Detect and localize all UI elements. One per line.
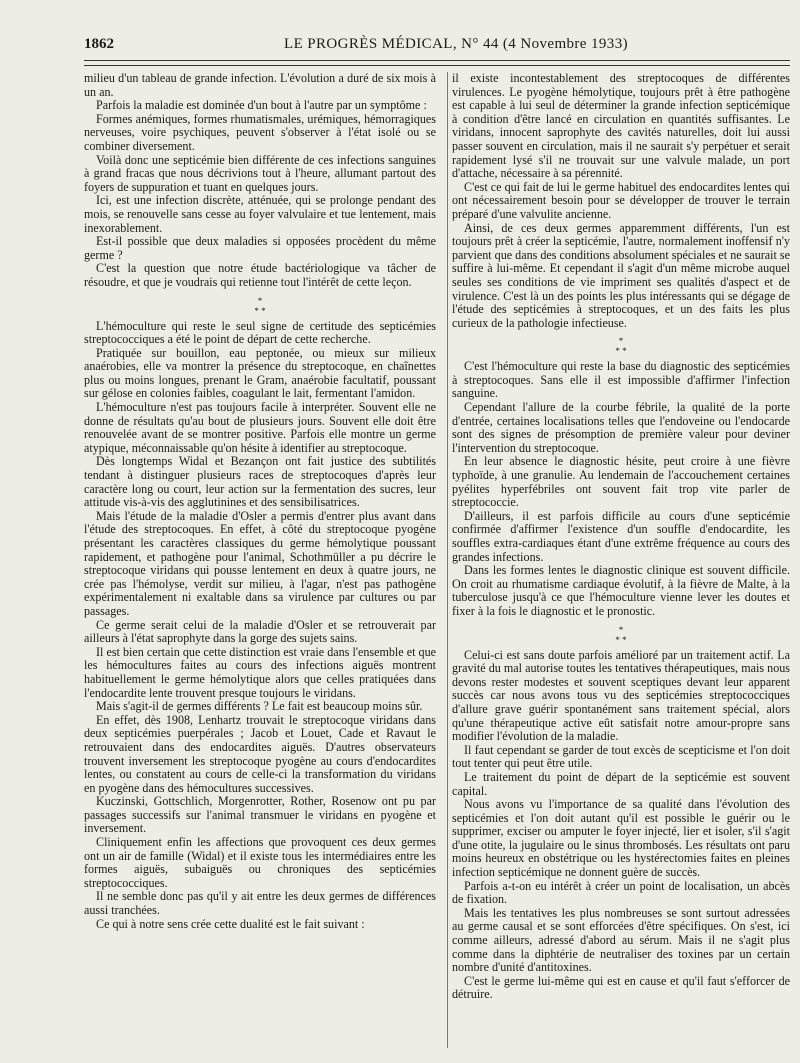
paragraph: Cependant l'allure de la courbe fébrile, la qualité de la porte d'entrée, certaines localisations telles que l'endoveine ou l'endocarde sont des signes de présomption de première valeur pour deviner l'intervention du streptocoque. bbox=[452, 400, 790, 455]
paragraph: D'ailleurs, il est parfois difficile au cours d'une septicémie confirmée d'affirmer l'existence d'un souffle d'endocardite, les souffles extra-cardiaques étant d'une extrême fréquence au cours des grandes infections. bbox=[452, 508, 790, 564]
paragraph: Ce qui à notre sens crée cette dualité est le fait suivant : bbox=[96, 916, 365, 931]
paragraph: Nous avons vu l'importance de sa qualité dans l'évolution des septicémies et l'on doit autant qu'il est possible le guérir ou le supprimer, exciser ou amputer le foyer injecté, lier et isoler, s'il s'agit d'une otite, la jugulaire ou le sinus thrombosés. Les résultats ont paru moins heureux en obstétrique ou les hystérectomies faites en pleines infection septicémique ne donnent guère de succès. bbox=[452, 797, 790, 880]
running-header bbox=[84, 36, 790, 58]
paragraph: il existe incontestablement des streptocoques de différentes virulences. Le pyogène hémolytique, toujours prêt à être pathogène est capable à lui seul de déterminer la grande infection septicémique à condition d'être lancé en circulation en quantités suffisantes. Le viridans, innocent saprophyte des cavités naturelles, doit lui aussi passer souvent en circulation, mais il ne saurait s'y perpétuer et serait rapidement lysé s'il ne trouvait sur une valvule malade, un port d'attache, nécessaire à sa pérennité. bbox=[452, 72, 790, 181]
paragraph: Dans les formes lentes le diagnostic clinique est souvent difficile. On croit au rhumatisme cardiaque évolutif, à la fièvre de Malte, à la tuberculose jusqu'à ce que l'hémoculture vienne lever les doutes et fixer à la fois le diagnostic et le pronostic. bbox=[452, 563, 790, 618]
paragraph: Voilà donc une septicémie bien différente de ces infections sanguines à grand fracas que nous décrivions tout à l'heure, allumant partout des foyers de suppuration et tuant en quelques jours. bbox=[84, 152, 436, 194]
paragraph: C'est l'hémoculture qui reste la base du diagnostic des septicémies à streptocoques. Sans elle il est impossible d'affirmer l'infection sanguine. bbox=[452, 359, 790, 401]
paragraph: Il ne semble donc pas qu'il y ait entre les deux germes de différences aussi tranchées. bbox=[84, 889, 436, 918]
paragraph: Parfois a-t-on eu intérêt à créer un point de localisation, un abcès de fixation. bbox=[452, 878, 790, 907]
paragraph: Il faut cependant se garder de tout excès de scepticisme et l'on doit tout tenter qui peut être utile. bbox=[452, 742, 790, 771]
paragraph: Mais l'étude de la maladie d'Osler a permis d'entrer plus avant dans l'étude des streptocoques. En effet, à côté du streptocoque pyogène présentant les caractères classiques du germe hémolytique poussant rapidement, et pathogène pour l'animal, Schothmüller a pu décrire le streptocoque viridans qui pousse lentement en deux à quatre jours, ne crée pas l'hémolyse, verdit sur milieu, à l'agar, n'est pas pathogène expérimentalement ni exaltable dans sa virulence par cultures ou par passages. bbox=[84, 508, 436, 618]
paragraph: milieu d'un tableau de grande infection. L'évolution a duré de six mois à un an. bbox=[84, 72, 436, 99]
section-separator-asterism: * * * bbox=[615, 336, 627, 357]
paragraph: En effet, dès 1908, Lenhartz trouvait le streptocoque viridans dans deux septicémies puerpérales ; Jacob et Louet, Cade et Ravaut le retrouvaient dans des endocardites aiguës. D'autres observateurs trouvent inversement les streptocoque pyogène au cours d'endocardites lentes, ou constatent au cours de celle-ci la transformation du viridans en pyogène dans des hémocultures successives. bbox=[84, 712, 436, 795]
paragraph: L'hémoculture n'est pas toujours facile à interpréter. Souvent elle ne donne de résultats qu'au bout de plusieurs jours. Souvent elle doit être renouvelée avant de se montrer positive. Parfois elle montre un germe atypique, méconnaissable qu'on hésite à identifier au streptocoque. bbox=[84, 400, 436, 455]
column-divider bbox=[447, 72, 448, 1048]
paragraph: C'est la question que notre étude bactériologique va tâcher de résoudre, et que je voudrais qui retienne tout l'intérêt de cette leçon. bbox=[84, 261, 436, 289]
paragraph: Kuczinski, Gottschlich, Morgenrotter, Rother, Rosenow ont pu par passages successifs sur l'animal transmuer le viridans en pyogène et inversement. bbox=[84, 794, 436, 836]
paragraph: C'est le germe lui-même qui est en cause et qu'il faut s'efforcer de détruire. bbox=[452, 973, 790, 1002]
page-number: 1862 bbox=[84, 36, 114, 52]
paragraph: Formes anémiques, formes rhumatismales, urémiques, hémorragiques nerveuses, voire psychiques, peuvent s'observer à l'état isolé ou se combiner diversement. bbox=[84, 111, 436, 153]
paragraph: Ainsi, de ces deux germes apparemment différents, l'un est toujours prêt à créer la septicémie, l'autre, normalement inoffensif n'y parvient que dans des conditions absolument spéciales et ne saurait se suffire à lui-même. Et cependant il s'agit d'un même microbe auquel seules ses conditions de vie impriment ses qualités d'aspect et de virulence. C'est là un des points les plus intéressants qui se dégage de l'étude des septicémies à streptocoques, et un des faits les plus curieux de la pathologie infectieuse. bbox=[452, 220, 790, 330]
paragraph: Est-il possible que deux maladies si opposées procèdent du même germe ? bbox=[84, 234, 436, 262]
paragraph: Parfois la maladie est dominée d'un bout à l'autre par un symptôme : bbox=[96, 98, 427, 113]
section-separator-asterism: * * * bbox=[615, 624, 627, 645]
paragraph: Celui-ci est sans doute parfois amélioré par un traitement actif. La gravité du mal autorise toutes les tentatives thérapeutiques, mais nous devons rester modestes et souvent sceptiques devant leur apparent succès car nous avons tous vu des septicémies streptococciques d'allure grave guérir spontanément sans traitement spécial, alors qu'une thérapeutique active eût satisfait notre amour-propre sans modifier l'évolution de la maladie. bbox=[452, 647, 790, 744]
paragraph: C'est ce qui fait de lui le germe habituel des endocardites lentes qui ont nécessairement besoin pour se développer de trouver le terrain préparé d'une valvulite ancienne. bbox=[452, 179, 790, 221]
paragraph: Dès longtemps Widal et Bezançon ont fait justice des subtilités tendant à distinguer plusieurs races de streptocoques d'après leur caractère long ou court, leur action sur la fermentation des sucres, leur attitude vis-à-vis des agglutinines et des sensibilisatrices. bbox=[84, 454, 436, 510]
paragraph: Mais les tentatives les plus nombreuses se sont surtout adressées au germe causal et se sont efforcées d'être spécifiques. On s'est, ici comme ailleurs, adressé d'abord au sérum. Mais il ne s'agit plus comme dans la diphtérie de neutraliser des toxines par un certain nombre d'unité d'antitoxines. bbox=[452, 905, 790, 975]
paragraph: En leur absence le diagnostic hésite, peut croire à une fièvre typhoïde, à une granulie. Au lendemain de l'accouchement certaines pyélites hyperfébriles ont souvent fait trop vite parler de streptococcie. bbox=[452, 454, 790, 510]
paragraph: Le traitement du point de départ de la septicémie est souvent capital. bbox=[452, 769, 790, 798]
section-separator-asterism: * * * bbox=[254, 295, 266, 316]
running-title: LE PROGRÈS MÉDICAL, N° 44 (4 Novembre 1933) bbox=[284, 36, 629, 52]
paragraph: Cliniquement enfin les affections que provoquent ces deux germes ont un air de famille (Widal) et il existe tous les intermédiaires entre les formes aiguës, subaiguës ou chroniques des septicémies streptococciques. bbox=[84, 835, 436, 890]
left-column bbox=[84, 72, 436, 1052]
paragraph: L'hémoculture qui reste le seul signe de certitude des septicémies streptococciques a été le point de départ de cette recherche. bbox=[84, 318, 436, 347]
paragraph: Pratiquée sur bouillon, eau peptonée, ou mieux sur milieux anaérobies, elle va montrer la présence du streptocoque, en chaînettes plus ou moins longues, prenant le Gram, anaérobie facultatif, poussant sur gélose en colonies faibles, coagulant le lait, fermentant l'amidon. bbox=[84, 345, 436, 401]
paragraph: Mais s'agit-il de germes différents ? Le fait est beaucoup moins sûr. bbox=[96, 699, 423, 714]
paragraph: Ici, est une infection discrète, atténuée, qui se prolonge pendant des mois, se renouvelle sans cesse au foyer valvulaire et tue lentement, mais inexorablement. bbox=[84, 193, 436, 235]
paragraph: Ce germe serait celui de la maladie d'Osler et se retrouverait par ailleurs à l'état saprophyte dans la gorge des sujets sains. bbox=[84, 617, 436, 646]
right-column bbox=[452, 72, 790, 1052]
paragraph: Il est bien certain que cette distinction est vraie dans l'ensemble et que les hémocultures faites au cours des infections aiguës montrent habituellement le germe hémolytique alors que celles pratiquées dans l'endocardite lente trouvent presque toujours le viridans. bbox=[84, 644, 436, 700]
header-rule bbox=[84, 60, 790, 66]
